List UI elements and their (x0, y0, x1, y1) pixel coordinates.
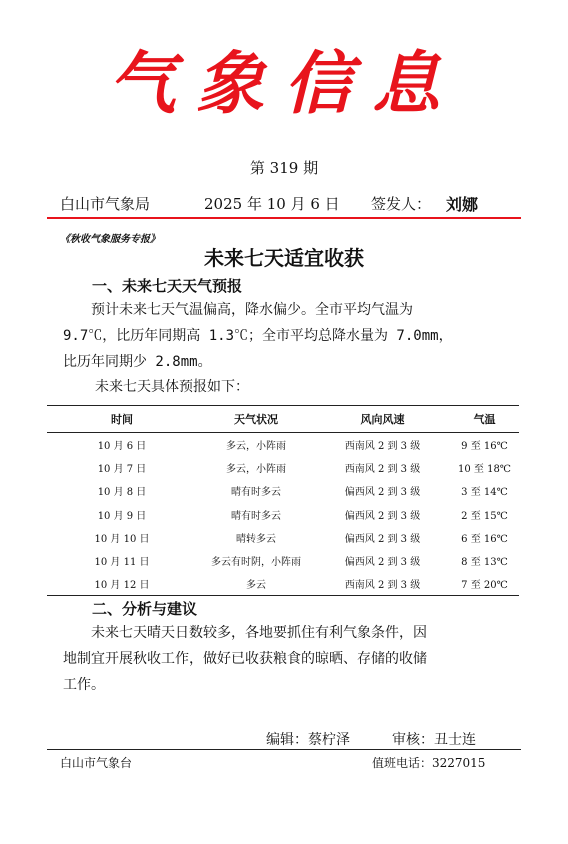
cell-temperature: 8 至 13℃ (461, 557, 508, 569)
masthead-title: 气象信息 (107, 44, 460, 124)
table-row (47, 479, 519, 502)
cell-temperature: 2 至 15℃ (461, 510, 508, 522)
header-divider (47, 217, 521, 219)
reviewer-credit: 审核：丑士连 (392, 732, 476, 748)
cell-wind: 西南风 2 到 3 级 (344, 441, 421, 453)
forecast-table (47, 405, 519, 596)
cell-wind: 偏西风 2 到 3 级 (344, 487, 421, 499)
cell-weather: 晴有时多云 (231, 510, 281, 522)
forecast-summary (63, 297, 503, 375)
cell-date: 10 月 9 日 (97, 510, 147, 522)
cell-temperature: 3 至 14℃ (461, 487, 508, 499)
cell-weather: 多云，小阵雨 (226, 441, 286, 453)
issue-number: 第 319 期 (249, 159, 319, 177)
table-row (47, 526, 519, 549)
cell-wind: 西南风 2 到 3 级 (344, 580, 421, 592)
table-row (47, 549, 519, 572)
paragraph-line: 比历年同期少 2.8mm。 (63, 354, 212, 370)
cell-temperature: 7 至 20℃ (461, 580, 508, 592)
cell-weather: 晴有时多云 (231, 487, 281, 499)
cell-date: 10 月 6 日 (97, 441, 147, 453)
cell-weather: 多云，小阵雨 (226, 464, 286, 476)
table-header (47, 406, 519, 433)
footer-org: 白山市气象台 (60, 756, 133, 770)
column-tag: 《秋收气象服务专报》 (60, 234, 160, 245)
cell-wind: 偏西风 2 到 3 级 (344, 557, 421, 569)
section-2-heading: 二、分析与建议 (92, 600, 198, 618)
cell-date: 10 月 12 日 (94, 580, 150, 592)
paragraph-line: 9.7℃，比历年同期高 1.3℃；全市平均总降水量为 7.0mm， (63, 328, 453, 344)
table-row (47, 572, 519, 595)
editor-credit: 编辑：蔡柠泽 (266, 732, 350, 748)
issuing-agency: 白山市气象局 (60, 195, 151, 213)
cell-wind: 西南风 2 到 3 级 (344, 464, 421, 476)
table-row (47, 433, 519, 456)
cell-weather: 多云有时阴，小阵雨 (211, 557, 301, 569)
header-temperature: 气温 (473, 413, 496, 426)
main-title: 未来七天适宜收获 (204, 246, 364, 270)
cell-temperature: 9 至 16℃ (461, 441, 508, 453)
paragraph-line: 预计未来七天气温偏高，降水偏少。全市平均气温为 (91, 302, 413, 318)
header-weather: 天气状况 (234, 413, 278, 426)
signer-label: 签发人： (371, 195, 432, 213)
cell-date: 10 月 10 日 (94, 533, 150, 545)
header-date: 时间 (111, 413, 133, 426)
cell-date: 10 月 8 日 (97, 487, 147, 499)
table-row (47, 503, 519, 526)
footer-hotline: 值班电话：3227015 (372, 756, 486, 770)
cell-date: 10 月 7 日 (97, 464, 147, 476)
table-row (47, 456, 519, 479)
cell-wind: 偏西风 2 到 3 级 (344, 510, 421, 522)
paragraph-line: 地制宜开展秋收工作，做好已收获粮食的晾晒、存储的收储 (63, 651, 427, 667)
header-wind: 风向风速 (360, 413, 405, 426)
cell-weather: 晴转多云 (236, 533, 276, 545)
cell-weather: 多云 (246, 580, 266, 592)
paragraph-line: 未来七天晴天日数较多，各地要抓住有利气象条件，因 (91, 625, 427, 641)
forecast-intro: 未来七天具体预报如下： (95, 379, 249, 395)
cell-date: 10 月 11 日 (94, 557, 150, 569)
footer-divider (47, 749, 521, 750)
paragraph-line: 工作。 (63, 677, 105, 693)
cell-wind: 偏西风 2 到 3 级 (344, 533, 421, 545)
cell-temperature: 6 至 16℃ (461, 533, 508, 545)
signer-name: 刘娜 (446, 195, 479, 214)
advice-paragraph (63, 620, 503, 698)
section-1-heading: 一、未来七天天气预报 (92, 277, 243, 295)
cell-temperature: 10 至 18℃ (458, 464, 511, 476)
issue-date: 2025 年 10 月 6 日 (204, 195, 340, 213)
